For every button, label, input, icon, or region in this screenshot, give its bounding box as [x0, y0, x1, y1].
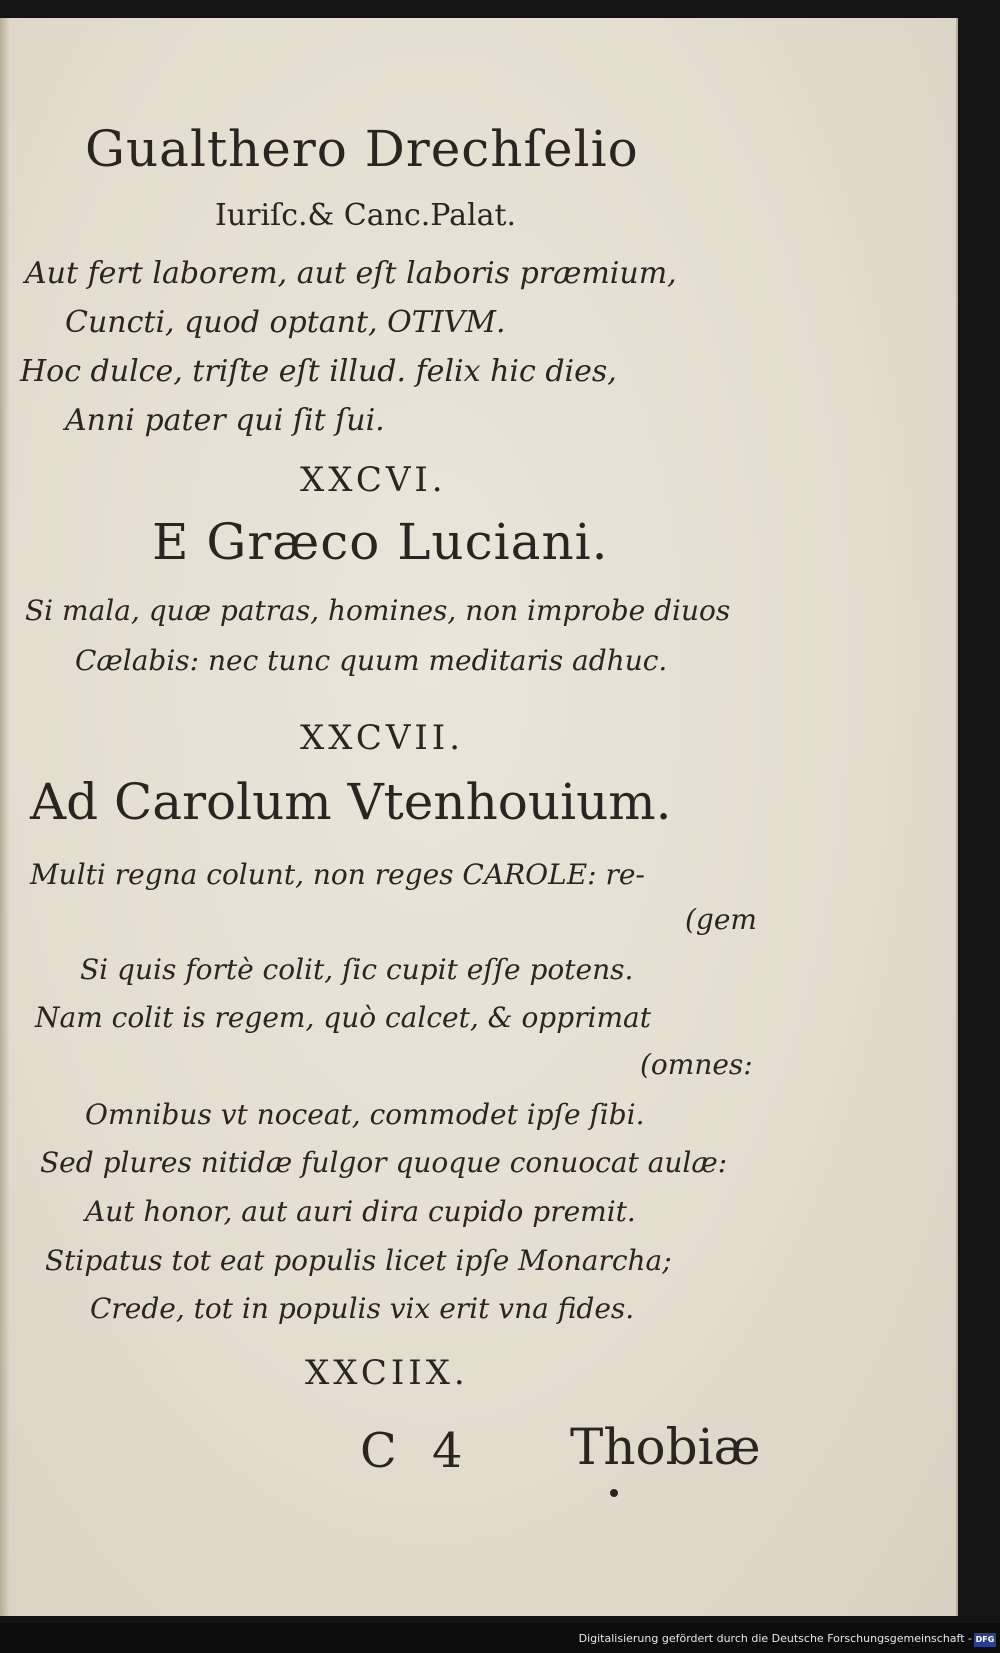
poem-line: Nam colit is regem, quò calcet, & opprimat — [35, 1001, 651, 1034]
footer-credit: Digitalisierung gefördert durch die Deutsche Forschungsgemeinschaft - — [578, 1632, 972, 1645]
poem-line: Sed plures nitidæ fulgor quoque conuocat aulæ: — [40, 1146, 728, 1179]
section-heading: E Græco Luciani. — [152, 513, 609, 571]
poem-line: Aut honor, aut auri dira cupido premit. — [85, 1195, 636, 1228]
poem-line: Anni pater qui ſit ſui. — [65, 403, 385, 438]
poem-line: Cuncti, quod optant, OTIVM. — [65, 305, 506, 340]
heading-dedication-sub: Iuriſc.& Canc.Palat. — [215, 198, 517, 233]
book-page — [0, 18, 958, 1616]
poem-line: Crede, tot in populis vix erit vna fides. — [90, 1292, 635, 1325]
poem-line: (gem — [685, 903, 757, 936]
poem-line: Multi regna colunt, non reges CAROLE: re- — [30, 858, 645, 891]
poem-line: Si quis fortè colit, ſic cupit eſſe potens. — [80, 953, 634, 986]
footer-bar — [0, 1623, 1000, 1653]
dfg-logo-icon[interactable]: DFG — [974, 1633, 996, 1647]
poem-line: Aut fert laborem, aut eſt laboris præmium, — [25, 256, 677, 291]
poem-line: Omnibus vt noceat, commodet ipſe ſibi. — [85, 1098, 645, 1131]
poem-line: Cælabis: nec tunc quum meditaris adhuc. — [75, 644, 668, 677]
poem-line: Stipatus tot eat populis licet ipſe Monarcha; — [45, 1244, 672, 1277]
section-number: XXCVI. — [300, 460, 447, 500]
ink-dot — [610, 1489, 618, 1497]
page-edge — [0, 18, 10, 1616]
signature-mark: C 4 — [360, 1423, 473, 1479]
poem-line: (omnes: — [640, 1048, 753, 1081]
heading-dedication: Gualthero Drechſelio — [85, 120, 639, 178]
section-number: XXCIIX. — [305, 1353, 469, 1393]
poem-line: Si mala, quæ patras, homines, non improbe diuos — [25, 594, 731, 627]
poem-line: Hoc dulce, triſte eſt illud. felix hic dies, — [20, 354, 617, 389]
catchword: Thobiæ — [570, 1418, 761, 1476]
section-number: XXCVII. — [300, 718, 465, 758]
section-heading: Ad Carolum Vtenhouium. — [30, 773, 672, 831]
